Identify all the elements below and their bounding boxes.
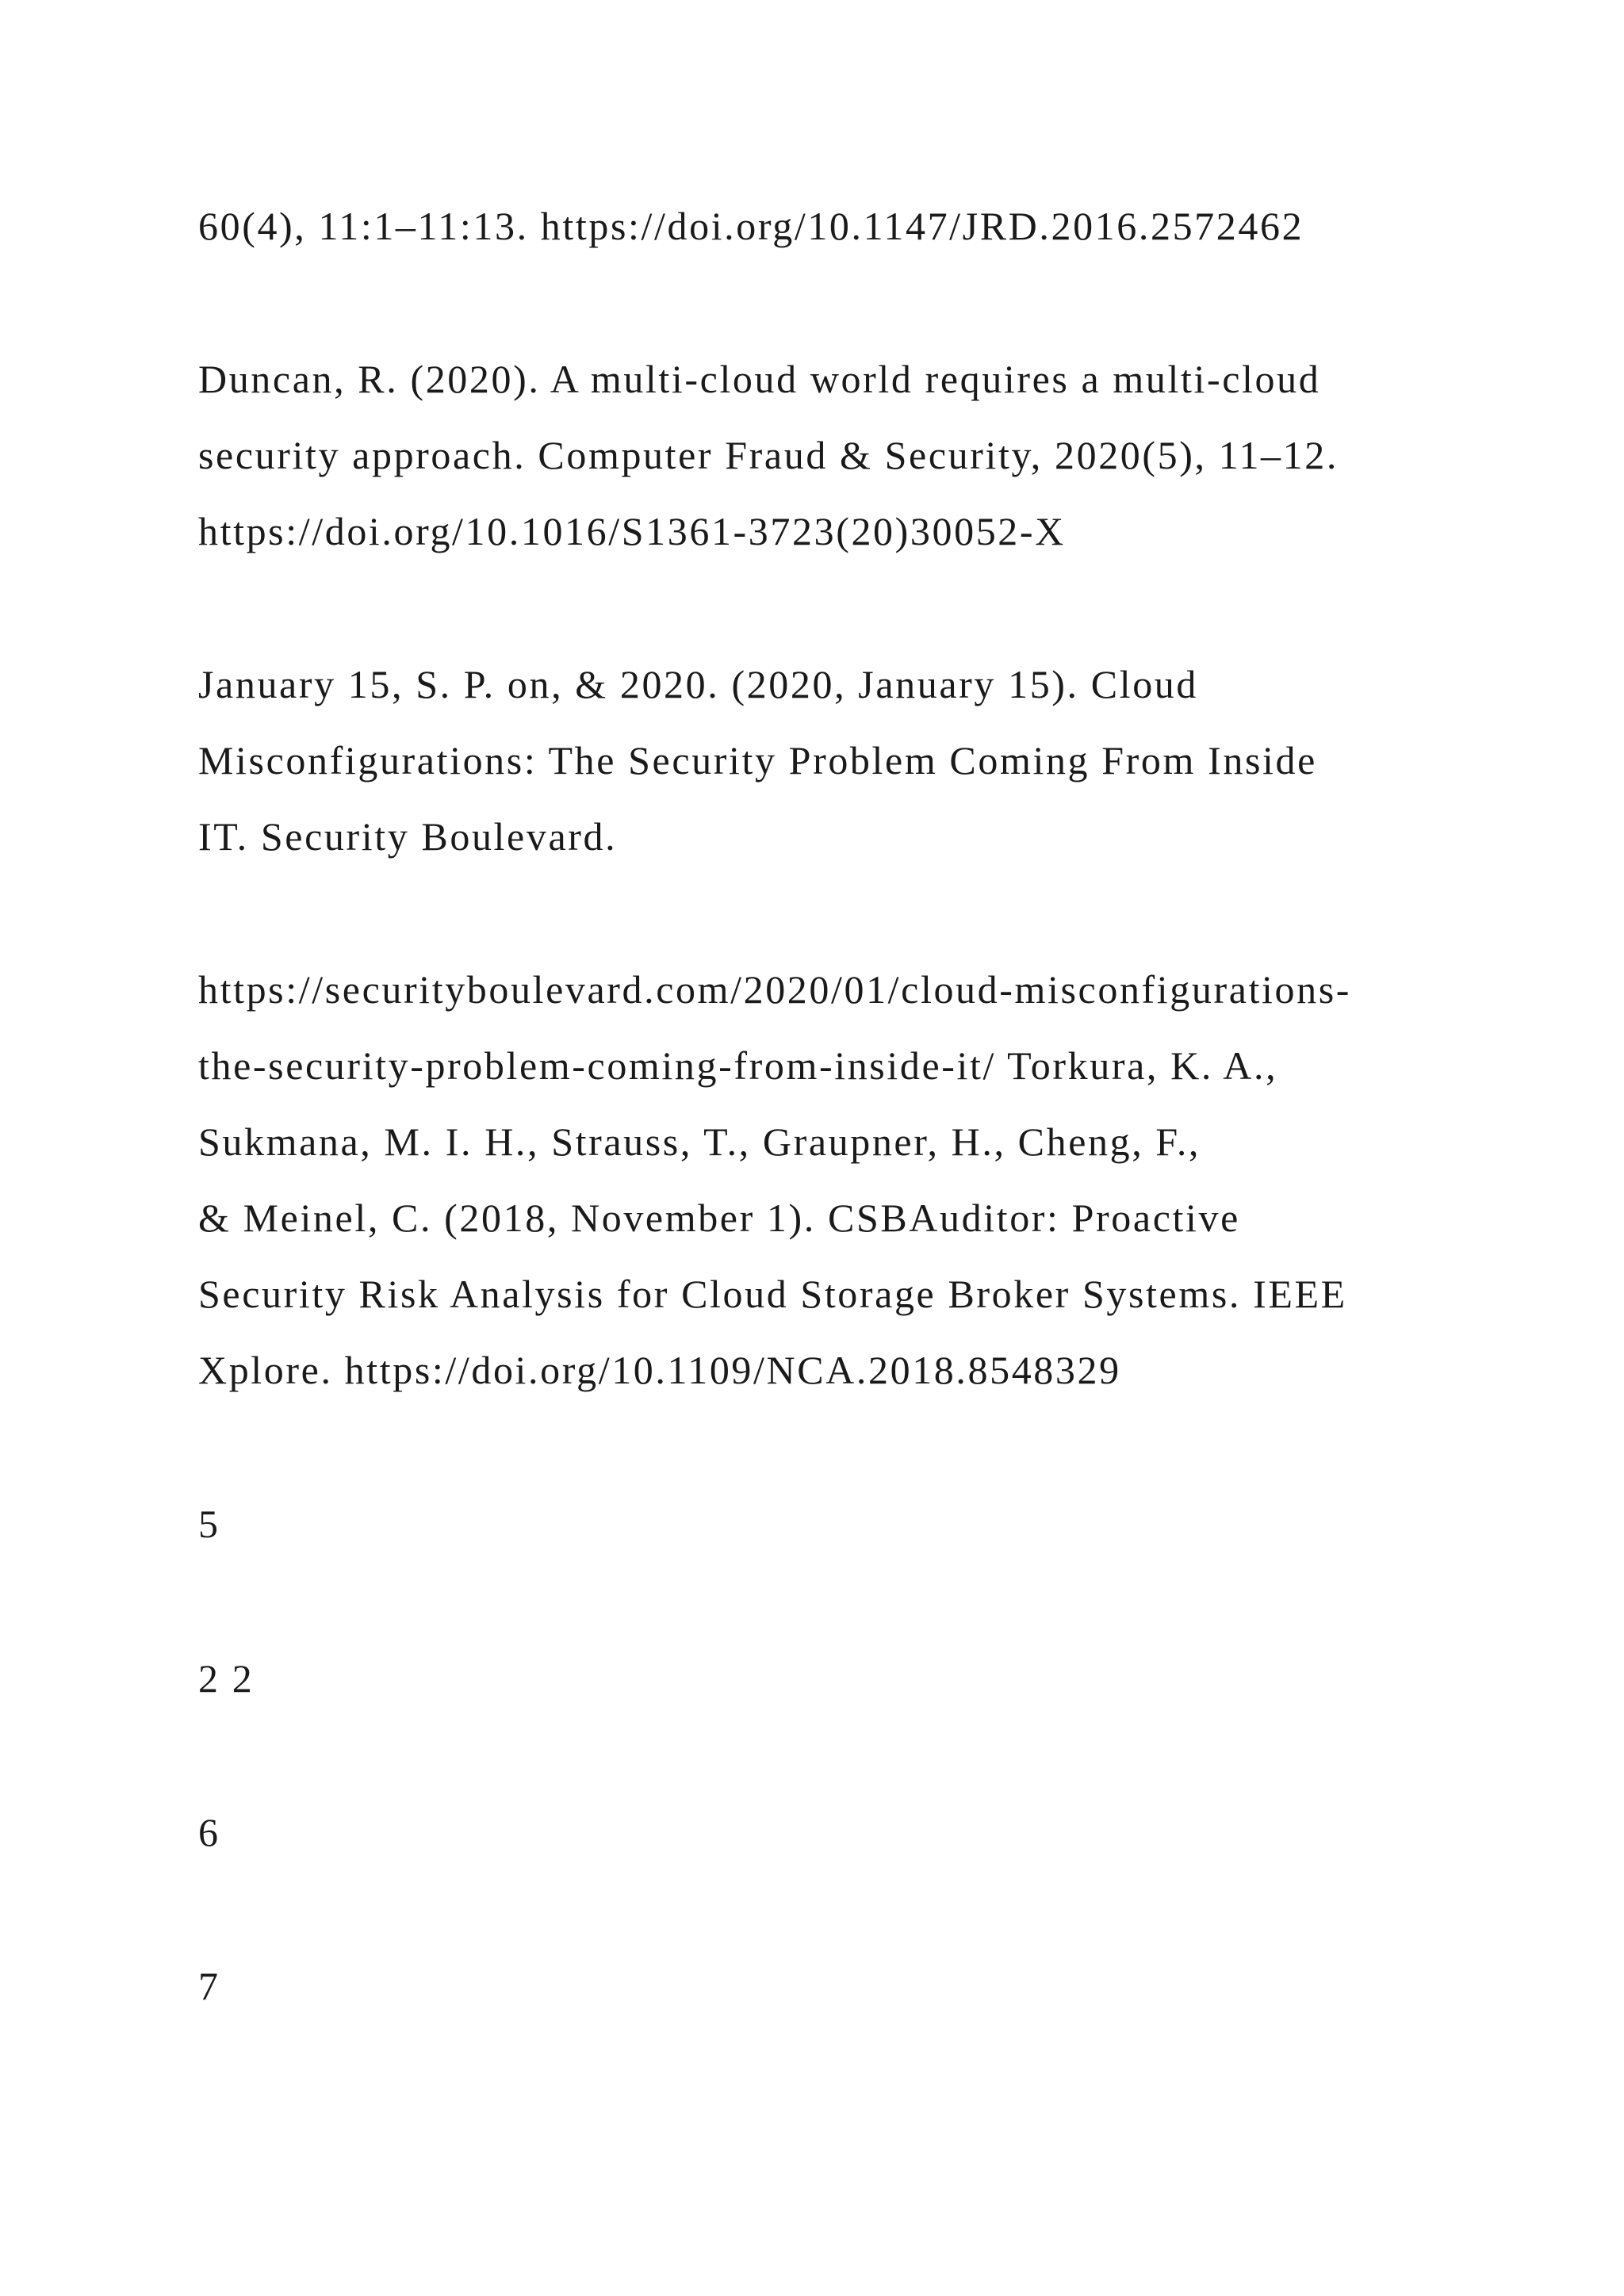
reference-line: Security Risk Analysis for Cloud Storage Broker Systems. IEEE — [198, 1272, 1347, 1316]
page-number: 6 — [198, 1810, 220, 1854]
page-number: 2 2 — [198, 1656, 255, 1701]
page-number: 5 — [198, 1502, 220, 1546]
reference-line: Xplore. https://doi.org/10.1109/NCA.2018.8548329 — [198, 1348, 1121, 1392]
reference-line: Misconfigurations: The Security Problem Coming From Inside — [198, 738, 1317, 783]
reference-line: Duncan, R. (2020). A multi-cloud world requires a multi-cloud — [198, 357, 1321, 401]
reference-line: & Meinel, C. (2018, November 1). CSBAuditor: Proactive — [198, 1196, 1240, 1240]
reference-line: https://doi.org/10.1016/S1361-3723(20)30052-X — [198, 509, 1066, 553]
reference-line: Sukmana, M. I. H., Strauss, T., Graupner, H., Cheng, F., — [198, 1119, 1201, 1164]
reference-line: IT. Security Boulevard. — [198, 814, 618, 859]
reference-line: https://securityboulevard.com/2020/01/cloud-misconfigurations- — [198, 967, 1352, 1012]
reference-line: January 15, S. P. on, & 2020. (2020, January 15). Cloud — [198, 662, 1198, 706]
reference-line: security approach. Computer Fraud & Security, 2020(5), 11–12. — [198, 433, 1339, 477]
page-number: 7 — [198, 1964, 220, 2008]
reference-line: the-security-problem-coming-from-inside-it/ Torkura, K. A., — [198, 1043, 1278, 1088]
reference-line: 60(4), 11:1–11:13. https://doi.org/10.1147/JRD.2016.2572462 — [198, 204, 1304, 248]
